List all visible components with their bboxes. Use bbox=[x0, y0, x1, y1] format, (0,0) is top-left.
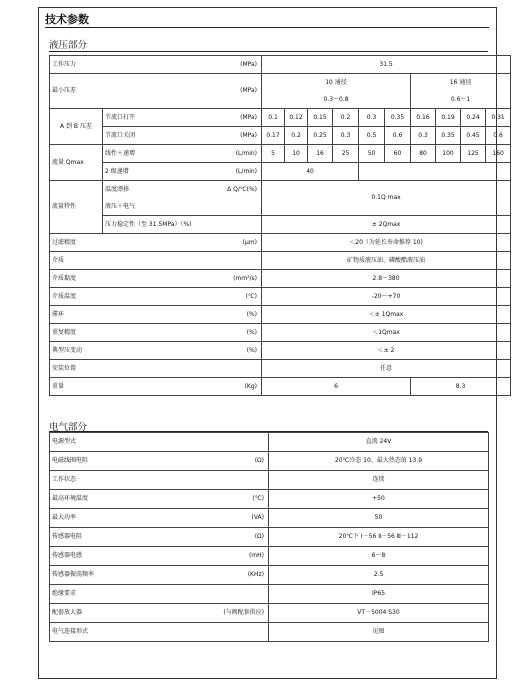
value-cell: 50 bbox=[359, 145, 385, 163]
row-value: 0.6～1 bbox=[411, 91, 511, 109]
table-row bbox=[50, 471, 489, 490]
row-label: 重量 bbox=[50, 378, 172, 396]
row-value: IP65 bbox=[269, 585, 489, 604]
value-cell: 0.6 bbox=[385, 127, 411, 145]
row-sublabel: 2 级递增 bbox=[103, 163, 172, 181]
row-label: 流量 Qmax bbox=[50, 145, 103, 181]
value-cell: 0.3 bbox=[359, 109, 385, 127]
empty-cell bbox=[172, 198, 262, 216]
row-label: A 到 B 压差 bbox=[50, 109, 103, 145]
row-unit bbox=[172, 360, 262, 378]
row-value: 20℃冷态 10、最大热态值 13.9 bbox=[269, 452, 489, 471]
row-value: 直流 24V bbox=[269, 433, 489, 452]
row-unit: (℃) bbox=[172, 288, 262, 306]
value-cell: 0.1 bbox=[262, 109, 285, 127]
row-label: 介质 bbox=[50, 252, 172, 270]
value-cell: 125 bbox=[461, 145, 486, 163]
row-value: ± 2Qmax bbox=[262, 216, 511, 234]
table-row bbox=[50, 360, 511, 378]
table-row bbox=[50, 547, 489, 566]
row-label: 最高环境温度 bbox=[50, 490, 205, 509]
row-label: 滞环 bbox=[50, 306, 172, 324]
table-row bbox=[50, 288, 511, 306]
row-label: 介质温度 bbox=[50, 288, 172, 306]
row-value: 6 bbox=[262, 378, 411, 396]
row-sublabel: 温度漂移 bbox=[103, 181, 172, 199]
electrical-table bbox=[49, 432, 489, 642]
row-value: ＜20（为延长寿命推荐 10) bbox=[262, 234, 511, 252]
value-cell: 0.31 bbox=[486, 109, 511, 127]
table-row bbox=[50, 306, 511, 324]
row-value: ＜1Qmax bbox=[262, 324, 511, 342]
value-cell: 16 bbox=[308, 145, 333, 163]
row-value: 8.3 bbox=[411, 378, 511, 396]
table-row bbox=[50, 145, 511, 163]
row-value: 0.3～0.8 bbox=[262, 91, 411, 109]
row-unit: (L/min) bbox=[172, 145, 262, 163]
empty-cell bbox=[359, 163, 511, 181]
row-label: 电源型式 bbox=[50, 433, 205, 452]
value-cell: 0.25 bbox=[308, 127, 333, 145]
row-unit: (KHz) bbox=[205, 566, 269, 585]
row-unit: (L/min) bbox=[172, 163, 262, 181]
value-cell: 5 bbox=[262, 145, 285, 163]
table-row bbox=[50, 378, 511, 396]
row-value: 连续 bbox=[269, 471, 489, 490]
table-row bbox=[50, 566, 489, 585]
row-value: +50 bbox=[269, 490, 489, 509]
row-label: 介质黏度 bbox=[50, 270, 172, 288]
table-row bbox=[50, 433, 489, 452]
electrical-heading: 电气部分 bbox=[49, 422, 88, 433]
row-unit: (MPa) bbox=[172, 127, 262, 145]
row-label: 绝缘要求 bbox=[50, 585, 205, 604]
value-cell: 0.24 bbox=[461, 109, 486, 127]
row-sublabel: 线性＋递增 bbox=[103, 145, 172, 163]
row-unit bbox=[205, 433, 269, 452]
document-title: 技术参数 bbox=[45, 13, 89, 26]
value-cell: 0.12 bbox=[285, 109, 308, 127]
row-value: 2.8～380 bbox=[262, 270, 511, 288]
value-cell: 0.5 bbox=[359, 127, 385, 145]
row-unit: (μm) bbox=[172, 234, 262, 252]
row-unit: (MPa) bbox=[172, 56, 262, 74]
row-unit: (%) bbox=[172, 324, 262, 342]
hydraulic-heading: 液压部分 bbox=[49, 40, 88, 51]
row-value: 31.5 bbox=[262, 56, 511, 74]
table-row bbox=[50, 324, 511, 342]
value-cell: 0.6 bbox=[486, 127, 511, 145]
row-unit: (mH) bbox=[205, 547, 269, 566]
row-unit: (MPa) bbox=[172, 74, 262, 109]
value-cell: 0.3 bbox=[411, 127, 436, 145]
table-row bbox=[50, 452, 489, 471]
value-cell: 0.19 bbox=[436, 109, 461, 127]
value-cell: 10 bbox=[285, 145, 308, 163]
row-value: 50 bbox=[269, 509, 489, 528]
table-row bbox=[50, 585, 489, 604]
row-label: 典型压变动 bbox=[50, 342, 172, 360]
row-value: 0.1Q max bbox=[262, 181, 511, 216]
row-value: 20℃下 Ⅰ－56 Ⅱ－56 Ⅲ－112 bbox=[269, 528, 489, 547]
table-row bbox=[50, 181, 511, 199]
row-unit: (MPa) bbox=[172, 109, 262, 127]
row-label: 流量特性 bbox=[50, 181, 103, 234]
table-row bbox=[50, 127, 511, 145]
row-value: -20～+70 bbox=[262, 288, 511, 306]
table-row bbox=[50, 234, 511, 252]
hydraulic-table bbox=[49, 55, 511, 396]
row-value: ＜± 2 bbox=[262, 342, 511, 360]
row-unit: (mm²/s) bbox=[172, 270, 262, 288]
row-label: 过滤精度 bbox=[50, 234, 172, 252]
row-value: 矿物质液压油、磷酸酯液压油 bbox=[262, 252, 511, 270]
row-unit: (%) bbox=[172, 342, 262, 360]
table-row bbox=[50, 56, 511, 74]
title-rule bbox=[45, 27, 489, 28]
row-label: 传感器电感 bbox=[50, 547, 205, 566]
row-label: 工作压力 bbox=[50, 56, 172, 74]
row-label: 电磁线圈电阻 bbox=[50, 452, 205, 471]
row-value: VT－5004 S30 bbox=[269, 604, 489, 623]
row-unit bbox=[205, 585, 269, 604]
row-label: 重复精度 bbox=[50, 324, 172, 342]
row-unit bbox=[205, 623, 269, 642]
row-value: ＜± 1Qmax bbox=[262, 306, 511, 324]
row-label: 安装位置 bbox=[50, 360, 172, 378]
value-cell: 0.2 bbox=[333, 109, 359, 127]
table-row bbox=[50, 216, 511, 234]
table-row bbox=[50, 74, 511, 92]
value-cell: 0.35 bbox=[436, 127, 461, 145]
row-unit: (℃) bbox=[205, 490, 269, 509]
value-cell: 25 bbox=[333, 145, 359, 163]
row-unit: (与阀配套供应) bbox=[205, 604, 269, 623]
row-unit bbox=[205, 471, 269, 490]
row-label: 电气连接形式 bbox=[50, 623, 205, 642]
table-row bbox=[50, 109, 511, 127]
value-cell: 80 bbox=[411, 145, 436, 163]
table-row bbox=[50, 270, 511, 288]
value-cell: 0.2 bbox=[285, 127, 308, 145]
value-cell: 0.17 bbox=[262, 127, 285, 145]
hydraulic-rule bbox=[49, 51, 488, 52]
row-label: 传感器电阻 bbox=[50, 528, 205, 547]
row-label: 最小压差 bbox=[50, 74, 172, 109]
value-cell: 0.45 bbox=[461, 127, 486, 145]
row-value: 见图 bbox=[269, 623, 489, 642]
table-row bbox=[50, 604, 489, 623]
table-row bbox=[50, 342, 511, 360]
value-cell: 0.15 bbox=[308, 109, 333, 127]
table-row bbox=[50, 528, 489, 547]
row-unit: (Kg) bbox=[172, 378, 262, 396]
table-row bbox=[50, 509, 489, 528]
value-cell: 100 bbox=[436, 145, 461, 163]
table-row bbox=[50, 490, 489, 509]
row-sublabel: 节流口关闭 bbox=[103, 127, 172, 145]
row-unit: (VA) bbox=[205, 509, 269, 528]
row-unit: (Ω) bbox=[205, 528, 269, 547]
row-unit: Δ Q/℃(%) bbox=[172, 181, 262, 199]
table-row bbox=[50, 163, 511, 181]
value-cell: 0.35 bbox=[385, 109, 411, 127]
row-label: 工作状态 bbox=[50, 471, 205, 490]
group-header: 10 通径 bbox=[262, 74, 411, 92]
row-label: 最大功率 bbox=[50, 509, 205, 528]
row-sublabel: 节流口打开 bbox=[103, 109, 172, 127]
row-unit: (%) bbox=[172, 306, 262, 324]
row-value: 任意 bbox=[262, 360, 511, 378]
table-row bbox=[50, 623, 489, 642]
value-cell: 60 bbox=[385, 145, 411, 163]
group-header: 16 通径 bbox=[411, 74, 511, 92]
row-label: 传感器振荡频率 bbox=[50, 566, 205, 585]
row-unit: (Ω) bbox=[205, 452, 269, 471]
table-row bbox=[50, 252, 511, 270]
value-cell: 0.16 bbox=[411, 109, 436, 127]
row-unit bbox=[172, 252, 262, 270]
row-sublabel: 压力稳定性（至 31.5MPa）（%) bbox=[103, 216, 262, 234]
value-cell: 160 bbox=[486, 145, 511, 163]
value-cell: 0.3 bbox=[333, 127, 359, 145]
row-value: 6～8 bbox=[269, 547, 489, 566]
row-value: 40 bbox=[262, 163, 359, 181]
row-label: 配套放大器 bbox=[50, 604, 205, 623]
row-sublabel: 液压＋电气 bbox=[103, 198, 172, 216]
row-value: 2.5 bbox=[269, 566, 489, 585]
